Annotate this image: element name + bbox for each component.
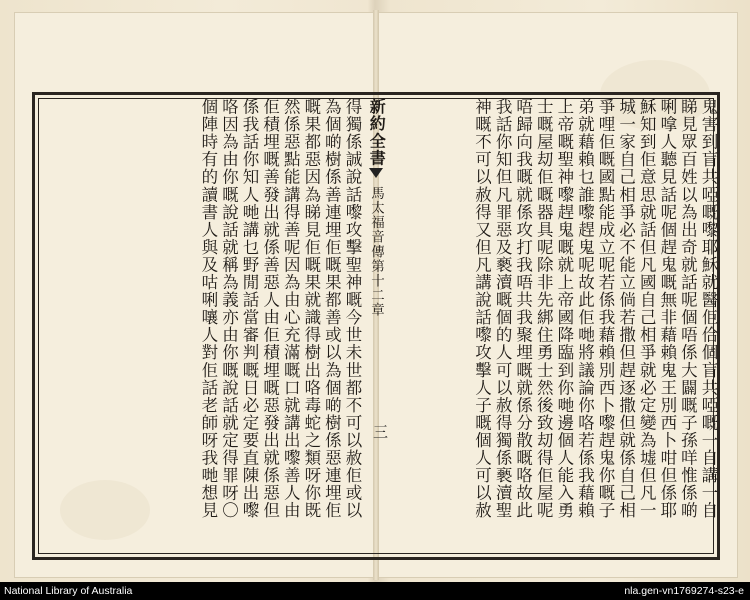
page-number: 三 bbox=[371, 424, 389, 439]
footer-bar bbox=[0, 582, 750, 600]
fish-tail-ornament bbox=[369, 168, 383, 184]
text-column: 我話你知但凡罪惡及褻瀆嘅個的人可以赦得獨係褻瀆聖 bbox=[493, 98, 513, 520]
text-column: 然係惡點能講得善呢因為由心充滿嘅口就講出嚟善人由 bbox=[281, 98, 301, 520]
text-column: 爭哩佢嘅國點能成立呢若係我藉賴別西卜嚟趕鬼你嘅子 bbox=[596, 98, 616, 520]
library-credit: National Library of Australia bbox=[4, 585, 133, 597]
text-column: 嘅果都惡因為睇見佢嘅果就識得樹出咯毒蛇之類呀你既 bbox=[301, 98, 321, 520]
book-title: 新約全書 bbox=[367, 98, 387, 167]
left-page-columns bbox=[42, 98, 362, 554]
text-column: 士嘅屋刧佢嘅器具呢除非先綁住勇士然後致刧得佢屋呢 bbox=[534, 98, 554, 520]
text-column: 穌知到佢意思就話但凡國自己相爭就必定變為墟但凡一 bbox=[637, 98, 657, 520]
text-column: 唔歸向我嘅就係攻打我唔共我聚埋嘅就係分散嘅咯故此 bbox=[513, 98, 533, 520]
text-column: 得獨係誠說話嚟攻擊聖神嘅今世未世都不可以赦佢或以 bbox=[343, 98, 362, 520]
chapter-heading: 馬太福音傳第十二章 bbox=[368, 186, 384, 318]
text-column: 係我話你知人哋講乜野閒話當審判嘅日必定要直陳出嚟 bbox=[240, 98, 260, 520]
text-column: 為個啲樹係善連埋佢嘅果都善或以為個啲樹係惡連埋佢 bbox=[322, 98, 342, 520]
image-identifier: nla.gen-vn1769274-s23-e bbox=[624, 585, 744, 597]
text-column: 弟就藉賴乜誰嚟趕鬼呢故此佢哋將議論你咯若係我藉賴 bbox=[575, 98, 595, 520]
text-column: 咯因為由你嘅說話就稱為義亦由你嘅說話就定得罪呀〇 bbox=[219, 98, 239, 520]
text-column: 鬼害到盲共啞嘅嚟耶穌就醫佢佮個盲共啞嘅一自講一自 bbox=[699, 98, 718, 520]
text-column: 神嘅不可以赦得又但凡講說話嚟攻擊人子嘅個人可以赦 bbox=[472, 98, 492, 520]
right-page-columns bbox=[392, 98, 718, 554]
text-column: 上帝嘅聖神嚟趕鬼嘅就上帝國降臨到你哋邊個人能入勇 bbox=[554, 98, 574, 520]
text-column: 城一家自己相爭必不能立倘若撒但趕逐撒但就係自己相 bbox=[616, 98, 636, 520]
text-column: 睇見眾百姓以為出奇就話呢個唔係大闢嘅子孫咩惟係啲 bbox=[678, 98, 698, 520]
text-column: 佢積埋嘅善發出就係善惡人由佢積埋嘅惡發出就係惡但 bbox=[260, 98, 280, 520]
text-column: 唎嗱人聽見話呢個趕鬼嘅無非藉賴鬼王別西卜咁但係耶 bbox=[657, 98, 677, 520]
text-column: 個陣時有的讀書人與及咕唎嚷人對佢話老師呀我哋想見 bbox=[198, 98, 218, 520]
center-gutter bbox=[364, 98, 388, 554]
